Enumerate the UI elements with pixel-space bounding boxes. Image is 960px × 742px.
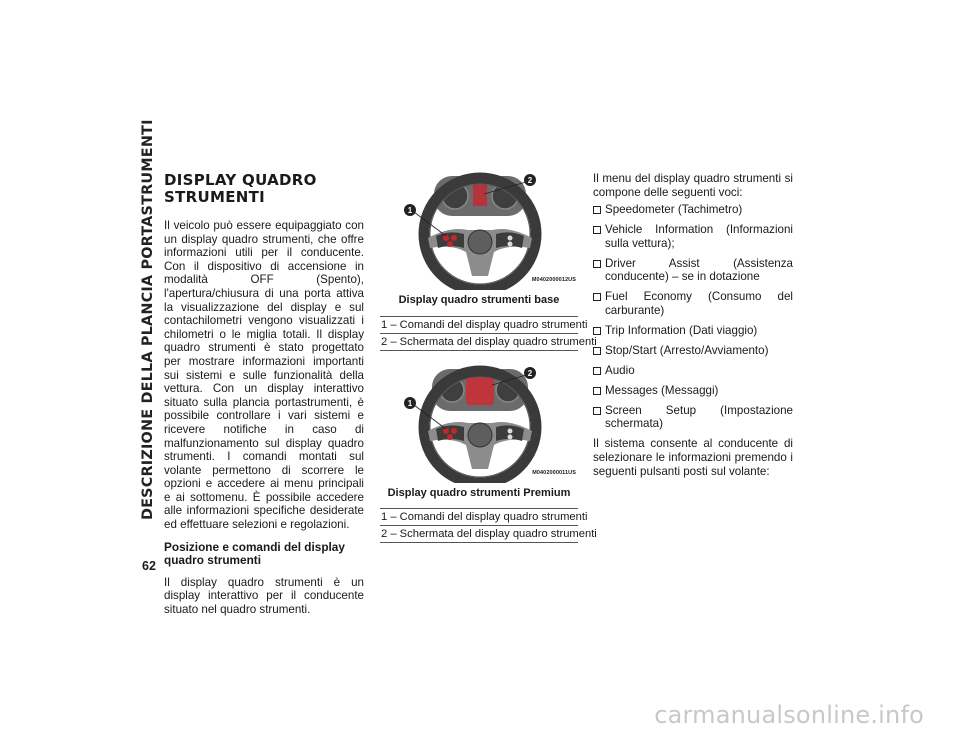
subheading-paragraph: Il display quadro strumenti è un display interattivo per il conducente situato nel quadro strumenti. [164, 575, 364, 617]
callout-2-label: 2 [527, 368, 533, 378]
list-item: Trip Information (Dati viaggio) [593, 324, 793, 338]
bullet-box-icon [593, 407, 601, 415]
list-item: Screen Setup (Impostazione schermata) [593, 404, 793, 431]
column-left [164, 172, 364, 626]
list-item: Audio [593, 364, 793, 378]
list-item: Messages (Messaggi) [593, 384, 793, 398]
intro-paragraph: Il veicolo può essere equipaggiato con un display quadro strumenti, che offre informazioni utili per il conducente. Con il dispositivo di accensione in modalità OFF (Spento), l'apertura/chiusura di una porta attiva la visualizzazione del display e sul contachilometri vengono visualizzati i chilometri o le miglia totali. Il display quadro strumenti è stato progettato per mostrare informazioni importanti sui sistemi e sulle funzionalità della vettura. Con un display interattivo situato sulla plancia portastrumenti, è possibile controllare i vari sistemi e ricevere notifiche in caso di malfunzionamento sul display quadro strumenti. I comandi montati sul volante permettono di scorrere le opzioni e accedere ai menu principali e ai sottomenu. È possibile accedere alle informazioni specifiche desiderate ed effettuare selezioni e regolazioni. [164, 219, 364, 532]
bullet-box-icon [593, 327, 601, 335]
list-item: Driver Assist (Assistenza conducente) – se in dotazione [593, 257, 793, 284]
list-item: Speedometer (Tachimetro) [593, 203, 793, 217]
figure-base-caption: Display quadro strumenti base [398, 294, 560, 306]
column-right [593, 172, 793, 490]
list-item: Fuel Economy (Consumo del carburante) [593, 290, 793, 317]
legend-row: 1 – Comandi del display quadro strumenti [380, 317, 578, 334]
figure-base-steering-wheel [380, 172, 580, 290]
figure-premium-legend [380, 508, 597, 543]
page-number: 62 [142, 559, 156, 573]
steering-wheel-premium-image [380, 365, 580, 483]
menu-items-list [593, 203, 793, 431]
steering-wheel-base-image [380, 172, 580, 290]
bullet-box-icon [593, 387, 601, 395]
figure-premium-caption: Display quadro strumenti Premium [387, 486, 571, 499]
bullet-box-icon [593, 347, 601, 355]
figure-code: M0402000011US [532, 470, 576, 476]
figure-code: M0402000012US [531, 277, 576, 284]
callout-2-label: 2 [527, 176, 533, 185]
watermark: carmanualsonline.info [654, 701, 924, 729]
list-item: Vehicle Information (Informazioni sulla vettura); [593, 223, 793, 250]
callout-1-label: 1 [407, 398, 413, 408]
callout-1-label: 1 [407, 206, 413, 215]
figure-base-legend [380, 316, 597, 351]
menu-intro-paragraph: Il menu del display quadro strumenti si compone delle seguenti voci: [593, 172, 793, 199]
bullet-box-icon [593, 206, 601, 214]
figure-premium-steering-wheel [380, 365, 580, 483]
bullet-box-icon [593, 293, 601, 301]
bullet-box-icon [593, 260, 601, 268]
bullet-box-icon [593, 367, 601, 375]
section-subheading: Posizione e comandi del display quadro strumenti [164, 539, 345, 568]
section-title-vertical: DESCRIZIONE DELLA PLANCIA PORTASTRUMENTI [140, 119, 156, 520]
legend-row: 2 – Schermata del display quadro strumenti [380, 334, 578, 351]
column-middle [380, 172, 597, 543]
list-item: Stop/Start (Arresto/Avviamento) [593, 344, 793, 358]
outro-paragraph: Il sistema consente al conducente di selezionare le informazioni premendo i seguenti pulsanti posti sul volante: [593, 437, 793, 478]
legend-row: 2 – Schermata del display quadro strumenti [380, 526, 578, 543]
bullet-box-icon [593, 226, 601, 234]
section-sidebar [136, 119, 160, 520]
page-title: DISPLAY QUADRO STRUMENTI [164, 171, 317, 206]
legend-row: 1 – Comandi del display quadro strumenti [380, 509, 578, 526]
